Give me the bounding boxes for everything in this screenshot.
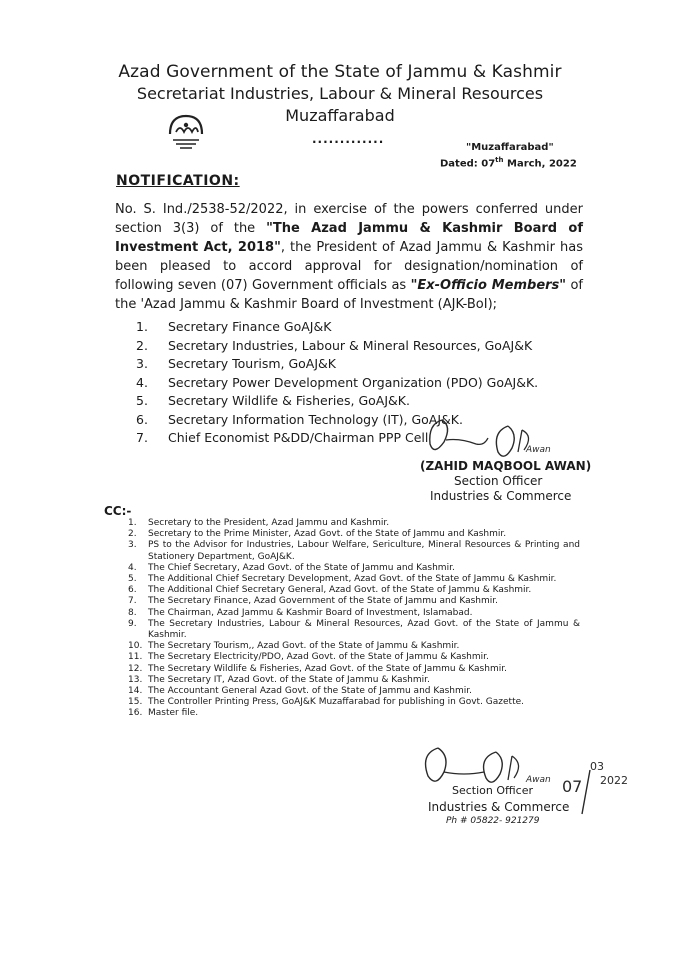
cc-item: 8. The Chairman, Azad Jammu & Kashmir Board of Investment, Islamabad. [128,607,473,618]
issue-date: Dated: 07th March, 2022 [440,156,577,170]
issue-place: "Muzaffarabad" [466,142,554,153]
cc-item: 7. The Secretary Finance, Azad Government of the State of Jammu and Kashmir. [128,596,498,607]
footer-officer-title: Section Officer [452,784,533,797]
member-item: 2. Secretary Industries, Labour & Mineral Resources, GoAJ&K [136,337,533,353]
notification-title: NOTIFICATION: [116,173,240,189]
cc-item: 6. The Additional Chief Secretary General, Azad Govt. of the State of Jammu & Kashmir. [128,585,532,596]
signatory-title: Section Officer [454,474,543,488]
handwritten-date-month: 07 [562,777,583,796]
member-item: 7. Chief Economist P&DD/Chairman PPP Cell [136,430,429,445]
signature-mark-2: Awan [526,775,551,785]
cc-item: 15. The Controller Printing Press, GoAJ&K Muzaffarabad for publishing in Govt. Gazette. [128,697,525,708]
header-secretariat: Secretariat Industries, Labour & Mineral Resources [136,84,544,103]
cc-item: 1. Secretary to the President, Azad Jammu and Kashmir. [128,518,390,528]
cc-item: 4. The Chief Secretary, Azad Govt. of the State of Jammu and Kashmir. [128,562,455,573]
footer-department: Industries & Commerce [428,800,570,814]
member-item: 6. Secretary Information Technology (IT), GoAJ&K. [136,411,463,427]
notification-paragraph: No. S. Ind./2538-52/2022, in exercise of the powers conferred under section 3(3) of the "The Azad Jammu & Kashmir Board of Investment Act, 2018", the President of Azad Jammu & Kashmir has been pleased to accord approval for designation/nomination of following seven (07) Government officials as "Ex-Officio Members" of the 'Azad Jammu & Kashmir Board of Investment (AJK-BoI); [115,202,583,312]
signature-mark-1: Awan [526,445,551,455]
ex-officio-term: "Ex-Officio Members" [410,278,567,293]
cc-item: 12. The Secretary Wildlife & Fisheries, Azad Govt. of the State of Jammu & Kashmir. [128,663,507,674]
cc-item: 9. The Secretary Industries, Labour & Mineral Resources, Azad Govt. of the State of Jammu & Kashmir. [128,618,580,641]
member-item: 1. Secretary Finance GoAJ&K [136,319,332,334]
reference-placeholder: ............. [312,132,385,146]
header-government: Azad Government of the State of Jammu & Kashmir [118,62,562,82]
cc-item: 11. The Secretary Electricity/PDO, Azad Govt. of the State of Jammu & Kashmir. [128,652,489,663]
cc-item: 2. Secretary to the Prime Minister, Azad Govt. of the State of Jammu and Kashmir. [128,529,507,540]
signatory-department: Industries & Commerce [430,489,572,503]
handwritten-date-year: 2022 [600,774,628,787]
member-item: 5. Secretary Wildlife & Fisheries, GoAJ&K. [136,393,410,408]
signatory-name: (ZAHID MAQBOOL AWAN) [420,459,592,473]
cc-item: 10. The Secretary Tourism,, Azad Govt. of the State of Jammu & Kashmir. [128,641,460,652]
cc-item: 14. The Accountant General Azad Govt. of the State of Jammu and Kashmir. [128,686,473,697]
cc-item: 5. The Additional Chief Secretary Development, Azad Govt. of the State of Jammu & Kashmir. [128,574,557,585]
cc-item: 13. The Secretary IT, Azad Govt. of the State of Jammu & Kashmir. [128,674,430,685]
cc-heading: CC:- [104,504,132,518]
cc-item: 3. PS to the Advisor for Industries, Labour Welfare, Sericulture, Mineral Resources & Printing and Stationery Department, GoAJ&K. [128,540,580,562]
header-city: Muzaffarabad [285,106,395,125]
handwritten-date-day: 03 [590,760,604,773]
member-item: 3. Secretary Tourism, GoAJ&K [136,356,336,371]
act-name: "The Azad Jammu & Kashmir Board of Investment Act, 2018" [115,221,583,255]
member-item: 4. Secretary Power Development Organization (PDO) GoAJ&K. [136,374,539,390]
cc-item: 16. Master file. [128,708,199,719]
footer-phone: Ph # 05822- 921279 [446,816,540,826]
